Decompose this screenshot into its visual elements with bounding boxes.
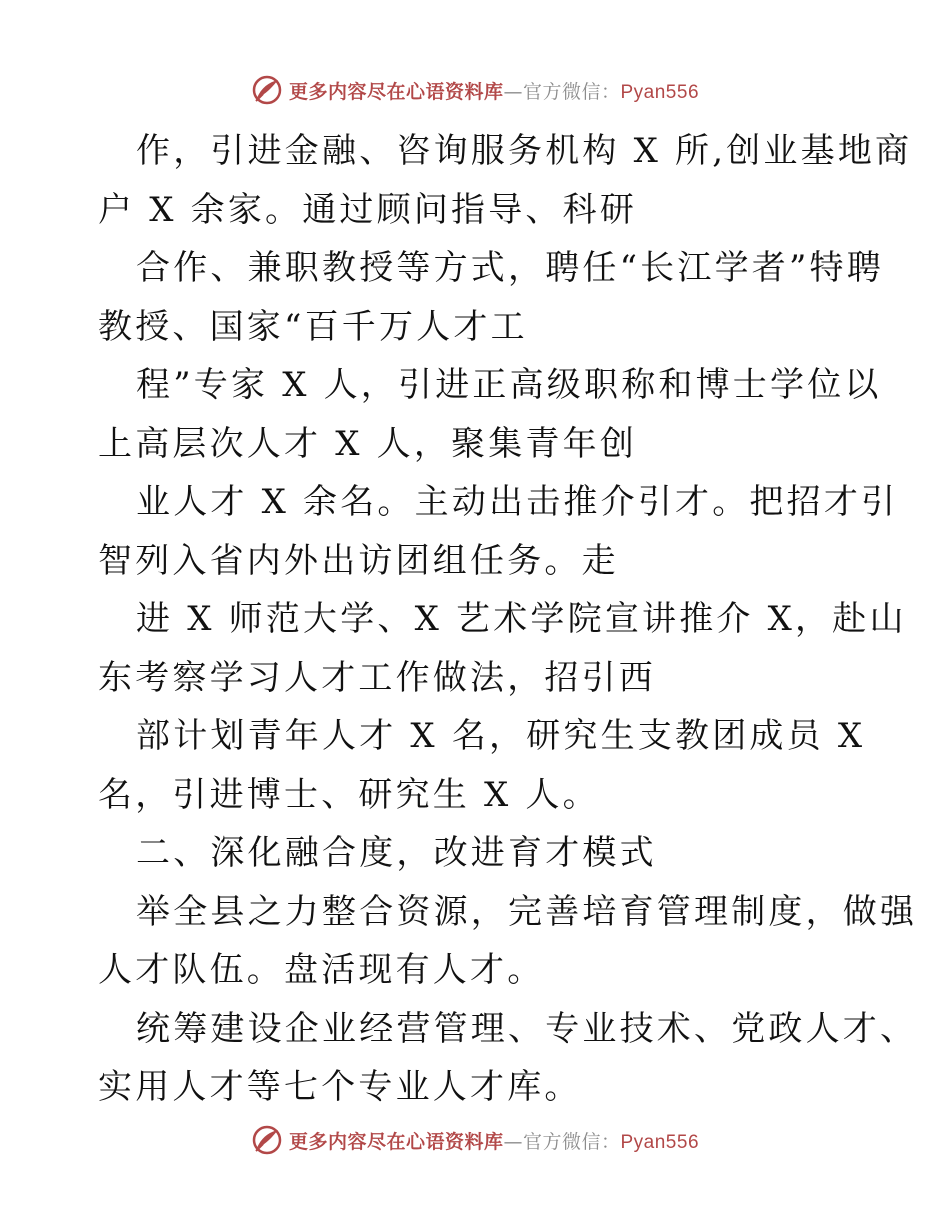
document-body: [98, 122, 918, 1117]
watermark-label: —官方微信：: [503, 80, 621, 103]
text-line: 程”专家 X 人，引进正高级职称和博士学位以: [136, 365, 882, 405]
text-line: 部计划青年人才 X 名，研究生支教团成员 X: [136, 716, 866, 756]
footer-watermark: [0, 1120, 950, 1160]
watermark-wechat-id: Pyan556: [620, 1131, 700, 1153]
watermark-text: [289, 1127, 699, 1154]
pen-logo-icon: [251, 1124, 283, 1156]
watermark-brand: 更多内容尽在心语资料库: [288, 80, 504, 103]
text-line: 东考察学习人才工作做法，招引西: [98, 657, 656, 698]
text-line: 作，引进金融、咨询服务机构 X 所,创业基地商: [136, 131, 913, 171]
text-line: 人才队伍。盘活现有人才。: [98, 950, 545, 990]
text-line: 上高层次人才 X 人，聚集青年创: [98, 423, 638, 464]
watermark-wechat-id: Pyan556: [620, 81, 700, 103]
text-line: 实用人才等七个专业人才库。: [98, 1067, 582, 1107]
section-heading: 二、深化融合度，改进育才模式: [136, 833, 657, 873]
text-line: 智列入省内外出访团组任务。走: [98, 540, 619, 581]
header-watermark: [0, 70, 950, 110]
watermark-label: —官方微信：: [503, 1130, 621, 1153]
watermark-brand: 更多内容尽在心语资料库: [288, 1130, 504, 1153]
pen-logo-icon: [251, 74, 283, 106]
text-line: 教授、国家“百千万人才工: [98, 306, 528, 347]
text-line: 统筹建设企业经营管理、专业技术、党政人才、: [136, 1008, 918, 1049]
text-line: 户 X 余家。通过顾问指导、科研: [98, 189, 638, 230]
text-line: 名，引进博士、研究生 X 人。: [98, 774, 600, 815]
text-line: 合作、兼职教授等方式，聘任“长江学者”特聘: [136, 248, 884, 288]
text-line: 业人才 X 余名。主动出击推介引才。把招才引: [136, 482, 899, 522]
watermark-text: [289, 77, 699, 104]
text-line: 进 X 师范大学、X 艺术学院宣讲推介 X，赴山: [136, 599, 907, 639]
text-line: 举全县之力整合资源，完善培育管理制度，做强: [136, 891, 918, 932]
